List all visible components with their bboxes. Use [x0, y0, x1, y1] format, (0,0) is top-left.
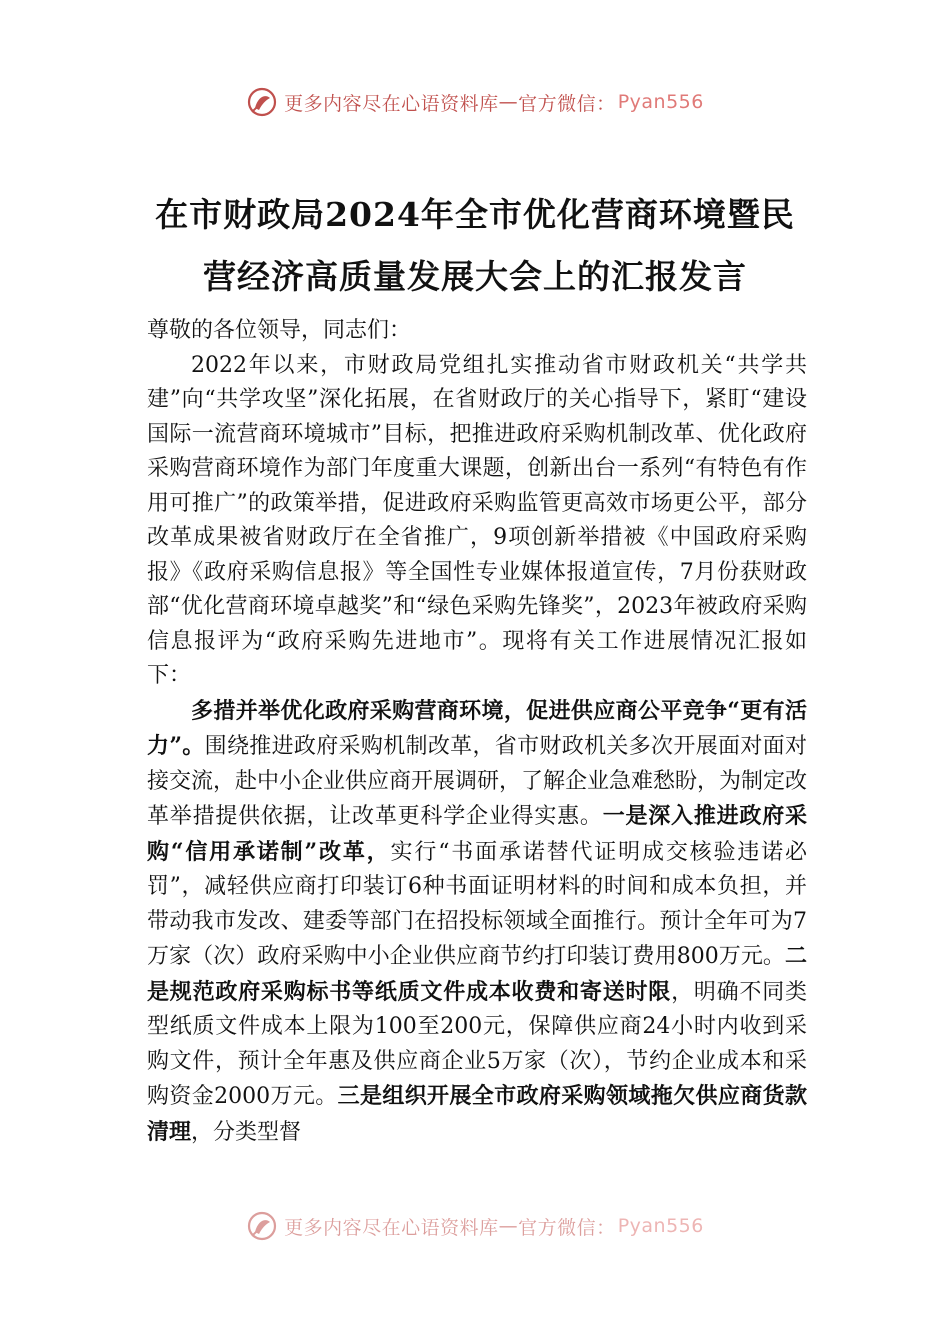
title-line-2: 营经济高质量发展大会上的汇报发言: [203, 257, 747, 296]
section-heading: 多措并举优化政府采购营商环境，促进供应商公平竞争“更有活力”。: [147, 697, 807, 759]
watermark-separator: —: [498, 91, 519, 113]
brand-logo-icon: [246, 1210, 278, 1242]
document-body: [147, 314, 807, 1150]
watermark-text: 更多内容尽在心语资料库: [284, 1216, 499, 1239]
title-line-1: 在市财政局2024年全市优化营商环境暨民: [155, 195, 795, 234]
point-one-text: 实行“书面承诺替代证明成交核验违诺必罚”，减轻供应商打印装订6种书面证明材料的时间和成本负担，并带动我市发改、建委等部门在招投标领域全面推行。预计全年可为7万家（次）政府采购中小企业供应商节约打印装订费用800万元。: [147, 839, 808, 969]
page-title: [120, 184, 830, 308]
point-two-heading: 二是规范政府采购标书等纸质文件成本收费和寄送时限: [147, 943, 807, 1005]
watermark-code: Pyan556: [617, 1215, 704, 1237]
point-two-text: ，明确不同类型纸质文件成本上限为100至200元，保障供应商24小时内收到采购文件，预计全年惠及供应商企业5万家（次），节约企业成本和采购资金2000万元。: [147, 979, 807, 1109]
paragraph-section-1: [147, 694, 807, 1151]
watermark-banner-bottom: [0, 1206, 950, 1246]
section-text: 围绕推进政府采购机制改革，省市财政机关多次开展面对面对接交流，赴中小企业供应商开展调研，了解企业急难愁盼，为制定改革举措提供依据，让改革更科学企业得实惠。: [147, 734, 808, 829]
salutation: 尊敬的各位领导，同志们：: [147, 318, 412, 343]
point-three-text: ，分类型督: [191, 1119, 302, 1145]
watermark-suffix: 官方微信：: [518, 1216, 616, 1239]
watermark-suffix: 官方微信：: [518, 92, 616, 115]
watermark-banner-top: [0, 82, 950, 122]
watermark-code: Pyan556: [617, 91, 704, 113]
point-three-heading: 三是组织开展全市政府采购领域拖欠供应商货款清理: [147, 1083, 807, 1145]
watermark-separator: —: [498, 1215, 519, 1237]
point-one-heading: 一是深入推进政府采购“信用承诺制”改革，: [147, 803, 807, 865]
paragraph-intro: 2022年以来，市财政局党组扎实推动省市财政机关“共学共建”向“共学攻坚”深化拓展，在省财政厅的关心指导下，紧盯“建设国际一流营商环境城市”目标，把推进政府采购机制改革、优化政府采购营商环境作为部门年度重大课题，创新出台一系列“有特色有作用可推广”的政策举措，促进政府采购监管更高效市场更公平，部分改革成果被省财政厅在全省推广，9项创新举措被《中国政府采购报》《政府采购信息报》等全国性专业媒体报道宣传，7月份获财政部“优化营商环境卓越奖”和“绿色采购先锋奖”，2023年被政府采购信息报评为“政府采购先进地市”。现将有关工作进展情况汇报如下：: [147, 352, 807, 688]
brand-logo-icon: [246, 86, 278, 118]
watermark-text: 更多内容尽在心语资料库: [284, 92, 499, 115]
